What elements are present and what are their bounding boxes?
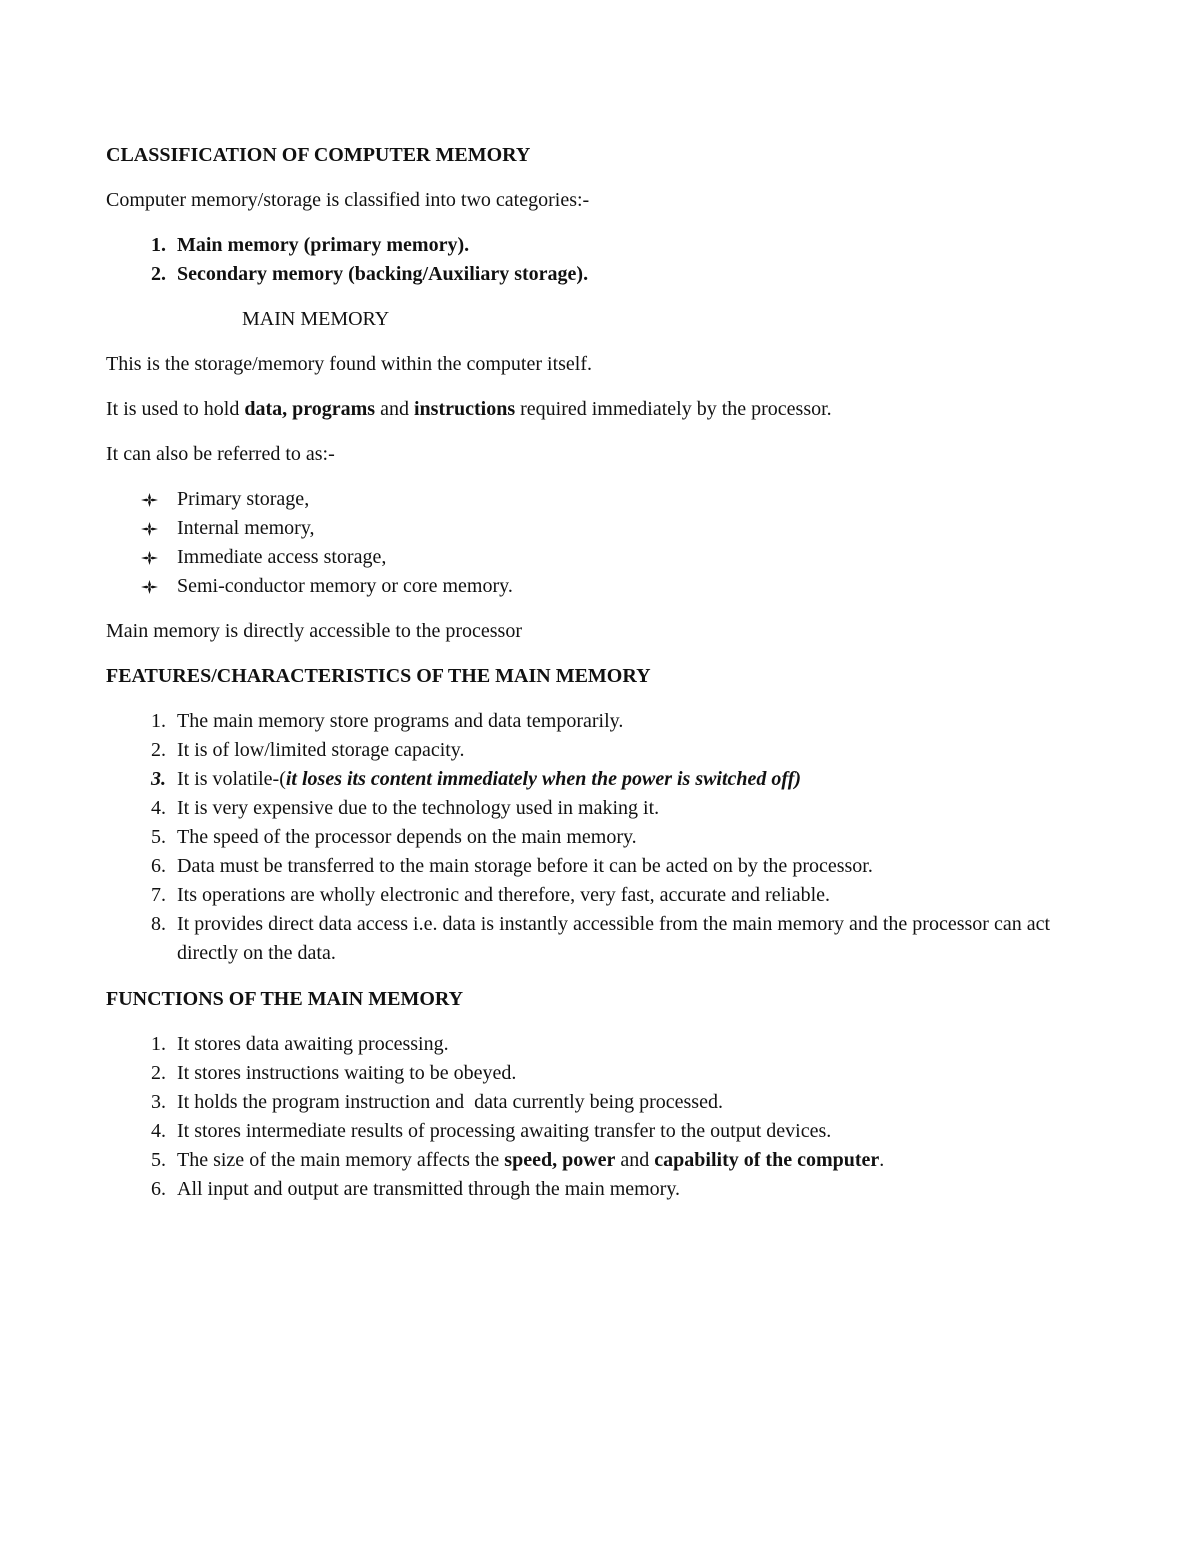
categories-list [106, 231, 1066, 289]
bullet-text: Semi-conductor memory or core memory. [177, 575, 513, 597]
list-number: 4. [151, 797, 166, 819]
use-text-part: It is used to hold [106, 398, 245, 420]
list-number: 5. [151, 826, 166, 848]
list-number: 2. [151, 1062, 166, 1084]
list-number: 1. [151, 710, 166, 732]
list-item-text: It is volatile-( [177, 768, 286, 790]
list-item [106, 910, 1066, 968]
aka-intro-text: It can also be referred to as:- [106, 443, 335, 465]
bullet-item [106, 572, 1066, 601]
list-item-text: Secondary memory (backing/Auxiliary storage). [177, 263, 589, 285]
list-item [106, 1146, 1066, 1175]
list-item [106, 231, 1066, 260]
diamond-bullet-icon [141, 485, 161, 514]
list-number: 3. [151, 1091, 166, 1113]
list-item-text: It stores instructions waiting to be obeyed. [177, 1062, 517, 1084]
list-item-text: The size of the main memory affects the [177, 1149, 505, 1171]
use-text-part: and [375, 398, 414, 420]
use-text [106, 395, 1066, 424]
list-number: 4. [151, 1120, 166, 1142]
list-item-text: It provides direct data access i.e. data is instantly accessible from the main memory and the processor can act directly on the data. [177, 913, 1051, 964]
list-item-text: It is of low/limited storage capacity. [177, 739, 465, 761]
list-item-text: It is very expensive due to the technology used in making it. [177, 797, 660, 819]
list-number: 2. [151, 739, 166, 761]
list-item-text: It stores intermediate results of processing awaiting transfer to the output devices. [177, 1120, 832, 1142]
list-item [106, 1088, 1066, 1117]
diamond-bullet-icon [141, 572, 161, 601]
intro-text: Computer memory/storage is classified into two categories:- [106, 189, 590, 211]
diamond-bullet-icon [141, 543, 161, 572]
diamond-bullet-icon [141, 514, 161, 543]
use-text-bold: instructions [413, 398, 516, 420]
page-title: CLASSIFICATION OF COMPUTER MEMORY [106, 144, 531, 166]
list-item [106, 707, 1066, 736]
list-item [106, 852, 1066, 881]
list-number: 5. [151, 1149, 166, 1171]
section-heading-functions: FUNCTIONS OF THE MAIN MEMORY [106, 988, 464, 1010]
list-number: 6. [151, 1178, 166, 1200]
list-item [106, 1175, 1066, 1204]
list-item-bold: speed, power [504, 1149, 616, 1171]
aka-list [106, 485, 1066, 601]
section-heading-main-memory: MAIN MEMORY [242, 308, 390, 330]
list-item [106, 881, 1066, 910]
list-item [106, 794, 1066, 823]
list-number: 7. [151, 884, 166, 906]
list-item-text: The main memory store programs and data temporarily. [177, 710, 624, 732]
bullet-text: Primary storage, [177, 488, 310, 510]
document-content [106, 141, 1066, 1204]
list-item-text: and [615, 1149, 655, 1171]
use-text-bold: data, programs [244, 398, 376, 420]
list-item-text: The speed of the processor depends on the main memory. [177, 826, 637, 848]
list-number: 1. [151, 234, 166, 256]
list-item-bold: capability of the computer [654, 1149, 880, 1171]
list-item-text: . [879, 1149, 885, 1171]
list-number: 2. [151, 263, 166, 285]
use-text-part: required immediately by the processor. [515, 398, 832, 420]
functions-list [106, 1030, 1066, 1204]
bullet-text: Immediate access storage, [177, 546, 387, 568]
list-number: 3. [151, 768, 166, 790]
bullet-text: Internal memory, [177, 517, 315, 539]
section-heading-features: FEATURES/CHARACTERISTICS OF THE MAIN MEMORY [106, 665, 651, 687]
list-item-text: Data must be transferred to the main storage before it can be acted on by the processor. [177, 855, 873, 877]
list-item-text: It stores data awaiting processing. [177, 1033, 449, 1055]
list-item [106, 765, 1066, 794]
access-text: Main memory is directly accessible to the processor [106, 620, 522, 642]
list-item [106, 736, 1066, 765]
list-item [106, 1030, 1066, 1059]
list-number: 1. [151, 1033, 166, 1055]
list-item [106, 823, 1066, 852]
list-item [106, 1059, 1066, 1088]
list-item-text: Its operations are wholly electronic and therefore, very fast, accurate and reliable. [177, 884, 831, 906]
bullet-item [106, 514, 1066, 543]
bullet-item [106, 543, 1066, 572]
bullet-item [106, 485, 1066, 514]
list-number: 8. [151, 913, 166, 935]
features-list [106, 707, 1066, 968]
list-item [106, 260, 1066, 289]
list-number: 6. [151, 855, 166, 877]
list-item-text: It holds the program instruction and data currently being processed. [177, 1091, 723, 1113]
list-item-text: Main memory (primary memory). [177, 234, 470, 256]
list-item [106, 1117, 1066, 1146]
list-item-emphasis: it loses its content immediately when the power is switched off) [285, 768, 802, 790]
list-item-text: All input and output are transmitted through the main memory. [177, 1178, 681, 1200]
definition-text: This is the storage/memory found within the computer itself. [106, 353, 593, 375]
